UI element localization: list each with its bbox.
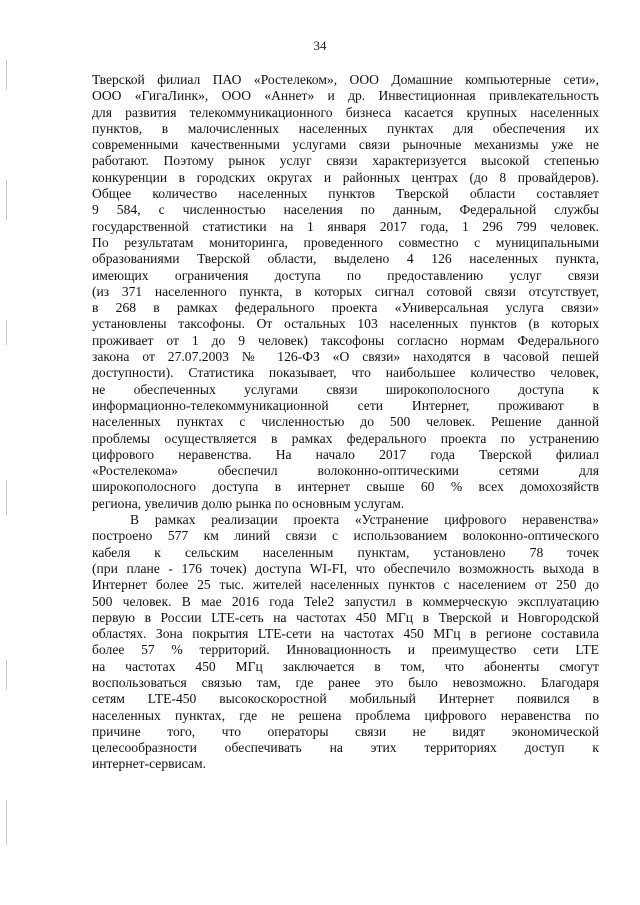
text-line: информационно-телекоммуникационной сети Интернет, проживают в xyxy=(92,397,599,413)
text-line: «Ростелекома» обеспечил волоконно-оптическими сетями для xyxy=(92,463,599,479)
page-number: 34 xyxy=(313,38,327,53)
text-line: проживает от 1 до 9 человек) таксофоны согласно нормам Федерального xyxy=(92,332,599,348)
text-line: цифрового неравенства. На начало 2017 года Тверской филиал xyxy=(92,446,599,462)
paragraph-1 xyxy=(92,72,599,512)
text-line: закона от 27.07.2003 № 126-ФЗ «О связи» находятся в часовой пешей xyxy=(92,349,599,365)
text-line: более 57 % территорий. Инновационность и преимущество сети LTE xyxy=(92,642,599,658)
text-line: сетям LTE-450 высокоскоростной мобильный Интернет появился в xyxy=(92,691,599,707)
text-line: построено 577 км линий связи с использованием волоконно-оптического xyxy=(92,528,599,544)
text-line: причине того, что операторы связи не видят экономической xyxy=(92,723,599,739)
scan-margin-marks xyxy=(6,60,10,850)
text-line: работают. Поэтому рынок услуг связи характеризуется высокой степенью xyxy=(92,153,599,169)
text-line: пунктов, в малочисленных населенных пунктах для обеспечения их xyxy=(92,120,599,136)
text-line: на частотах 450 МГц заключается в том, что абоненты смогут xyxy=(92,658,599,674)
text-line: кабеля к сельским населенным пунктам, установлено 78 точек xyxy=(92,544,599,560)
text-line: имеющих ограничения доступа по предоставлению услуг связи xyxy=(92,267,599,283)
text-line: воспользоваться связью там, где ранее это было невозможно. Благодаря xyxy=(92,674,599,690)
text-line: По результатам мониторинга, проведенного совместно с муниципальными xyxy=(92,234,599,250)
document-body xyxy=(92,72,599,773)
text-line: для развития телекоммуникационного бизнеса касается крупных населенных xyxy=(92,104,599,120)
text-line: 500 человек. В мае 2016 года Tele2 запустил в коммерческую эксплуатацию xyxy=(92,593,599,609)
text-line: государственной статистики на 1 января 2017 года, 1 296 799 человек. xyxy=(92,218,599,234)
text-line: не обеспеченных услугами связи широкополосного доступа к xyxy=(92,381,599,397)
paragraph-2 xyxy=(92,512,599,773)
text-line: ООО «ГигаЛинк», ООО «Аннет» и др. Инвестиционная привлекательность xyxy=(92,88,599,104)
text-line: интернет-сервисам. xyxy=(92,756,207,772)
text-line: установлены таксофоны. От остальных 103 населенных пунктов (в которых xyxy=(92,316,599,332)
text-line: областях. Зона покрытия LTE-сети на частотах 450 МГц в регионе составила xyxy=(92,626,599,642)
text-line: первую в России LTE-сеть на частотах 450 МГц в Тверской и Новгородской xyxy=(92,609,599,625)
text-line: (при плане - 176 точек) доступа WI-FI, что обеспечило возможность выхода в xyxy=(92,560,599,576)
text-line: (из 371 населенного пункта, в которых сигнал сотовой связи отсутствует, xyxy=(92,283,599,299)
text-line: В рамках реализации проекта «Устранение цифрового неравенства» xyxy=(130,512,599,528)
text-line: современными качественными услугами связи рыночные механизмы уже не xyxy=(92,137,599,153)
text-line: в 268 в рамках федерального проекта «Универсальная услуга связи» xyxy=(92,300,599,316)
text-line: Тверской филиал ПАО «Ростелеком», ООО Домашние компьютерные сети», xyxy=(92,72,599,87)
text-line: населенных пунктах с численностью до 500 человек. Решение данной xyxy=(92,414,599,430)
text-line: доступности). Статистика показывает, что наибольшее количество человек, xyxy=(92,365,599,381)
text-line: населенных пунктах, где не решена проблема цифрового неравенства по xyxy=(92,707,599,723)
text-line: проблемы осуществляется в рамках федерального проекта по устранению xyxy=(92,430,599,446)
text-line: региона, увеличив долю рынка по основным услугам. xyxy=(92,495,405,511)
text-line: широкополосного доступа в интернет свыше 60 % всех домохозяйств xyxy=(92,479,599,495)
text-line: образованиями Тверской области, выделено 4 126 населенных пункта, xyxy=(92,251,599,267)
text-line: целесообразности обеспечивать на этих территориях доступ к xyxy=(92,740,599,756)
text-line: Интернет более 25 тыс. жителей населенных пунктов с населением от 250 до xyxy=(92,577,599,593)
text-line: конкуренции в городских округах и районных центрах (до 8 провайдеров). xyxy=(92,169,599,185)
text-line: Общее количество населенных пунктов Тверской области составляет xyxy=(92,186,599,202)
text-line: 9 584, с численностью населения по данным, Федеральной службы xyxy=(92,202,599,218)
